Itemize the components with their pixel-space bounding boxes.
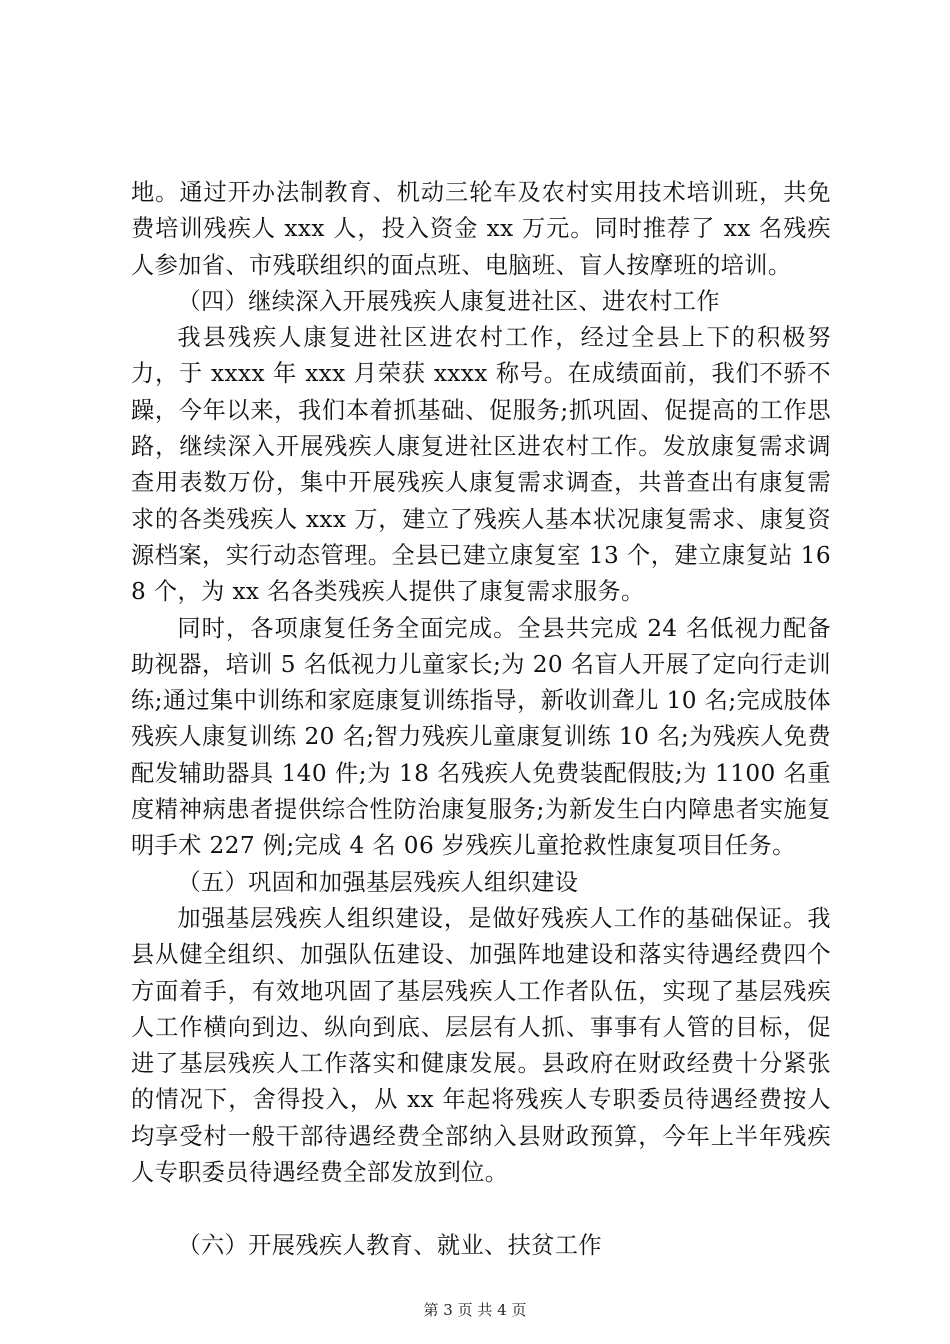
- section-heading-five: （五）巩固和加强基层残疾人组织建设: [177, 868, 579, 896]
- paragraph-rehab-tasks: 同时，各项康复任务全面完成。全县共完成 24 名低视力配备助视器，培训 5 名低视力儿童家长;为 20 名盲人开展了定向行走训练;通过集中训练和家庭康复训练指导，新收训聋儿 10 名;完成肢体残疾人康复训练 20 名;智力残疾儿童康复训练 10 名;为残疾人免费配发辅助器具 140 件;为 18 名残疾人免费装配假肢;为 1100 名重度精神病患者提供综合性防治康复服务;为新发生白内障患者实施复明手术 227 例;完成 4 名 06 岁残疾儿童抢救性康复项目任务。: [131, 614, 831, 860]
- paragraph-rehab-community: 我县残疾人康复进社区进农村工作，经过全县上下的积极努力，于 xxxx 年 xxx 月荣获 xxxx 称号。在成绩面前，我们不骄不躁，今年以来，我们本着抓基础、促服务;抓巩固、促提高的工作思路，继续深入开展残疾人康复进社区进农村工作。发放康复需求调查用表数万份，集中开展残疾人康复需求调查，共普查出有康复需求的各类残疾人 xxx 万，建立了残疾人基本状况康复需求、康复资源档案，实行动态管理。全县已建立康复室 13 个，建立康复站 168 个，为 xx 名各类残疾人提供了康复需求服务。: [131, 324, 831, 606]
- page-footer: 第 3 页 共 4 页: [423, 1301, 527, 1319]
- section-heading-four: （四）继续深入开展残疾人康复进社区、进农村工作: [177, 287, 720, 315]
- section-heading-six: （六）开展残疾人教育、就业、扶贫工作: [177, 1232, 602, 1260]
- paragraph-training-continued: 地。通过开办法制教育、机动三轮车及农村实用技术培训班，共免费培训残疾人 xxx 人，投入资金 xx 万元。同时推荐了 xx 名残疾人参加省、市残联组织的面点班、电脑班、盲人按摩班的培训。: [131, 179, 831, 279]
- paragraph-grassroots-organization: 加强基层残疾人组织建设，是做好残疾人工作的基础保证。我县从健全组织、加强队伍建设、加强阵地建设和落实待遇经费四个方面着手，有效地巩固了基层残疾人工作者队伍，实现了基层残疾人工作横向到边、纵向到底、层层有人抓、事事有人管的目标，促进了基层残疾人工作落实和健康发展。县政府在财政经费十分紧张的情况下，舍得投入，从 xx 年起将残疾人专职委员待遇经费按人均享受村一般干部待遇经费全部纳入县财政预算，今年上半年残疾人专职委员待遇经费全部发放到位。: [131, 904, 831, 1187]
- document-body: [131, 175, 831, 1265]
